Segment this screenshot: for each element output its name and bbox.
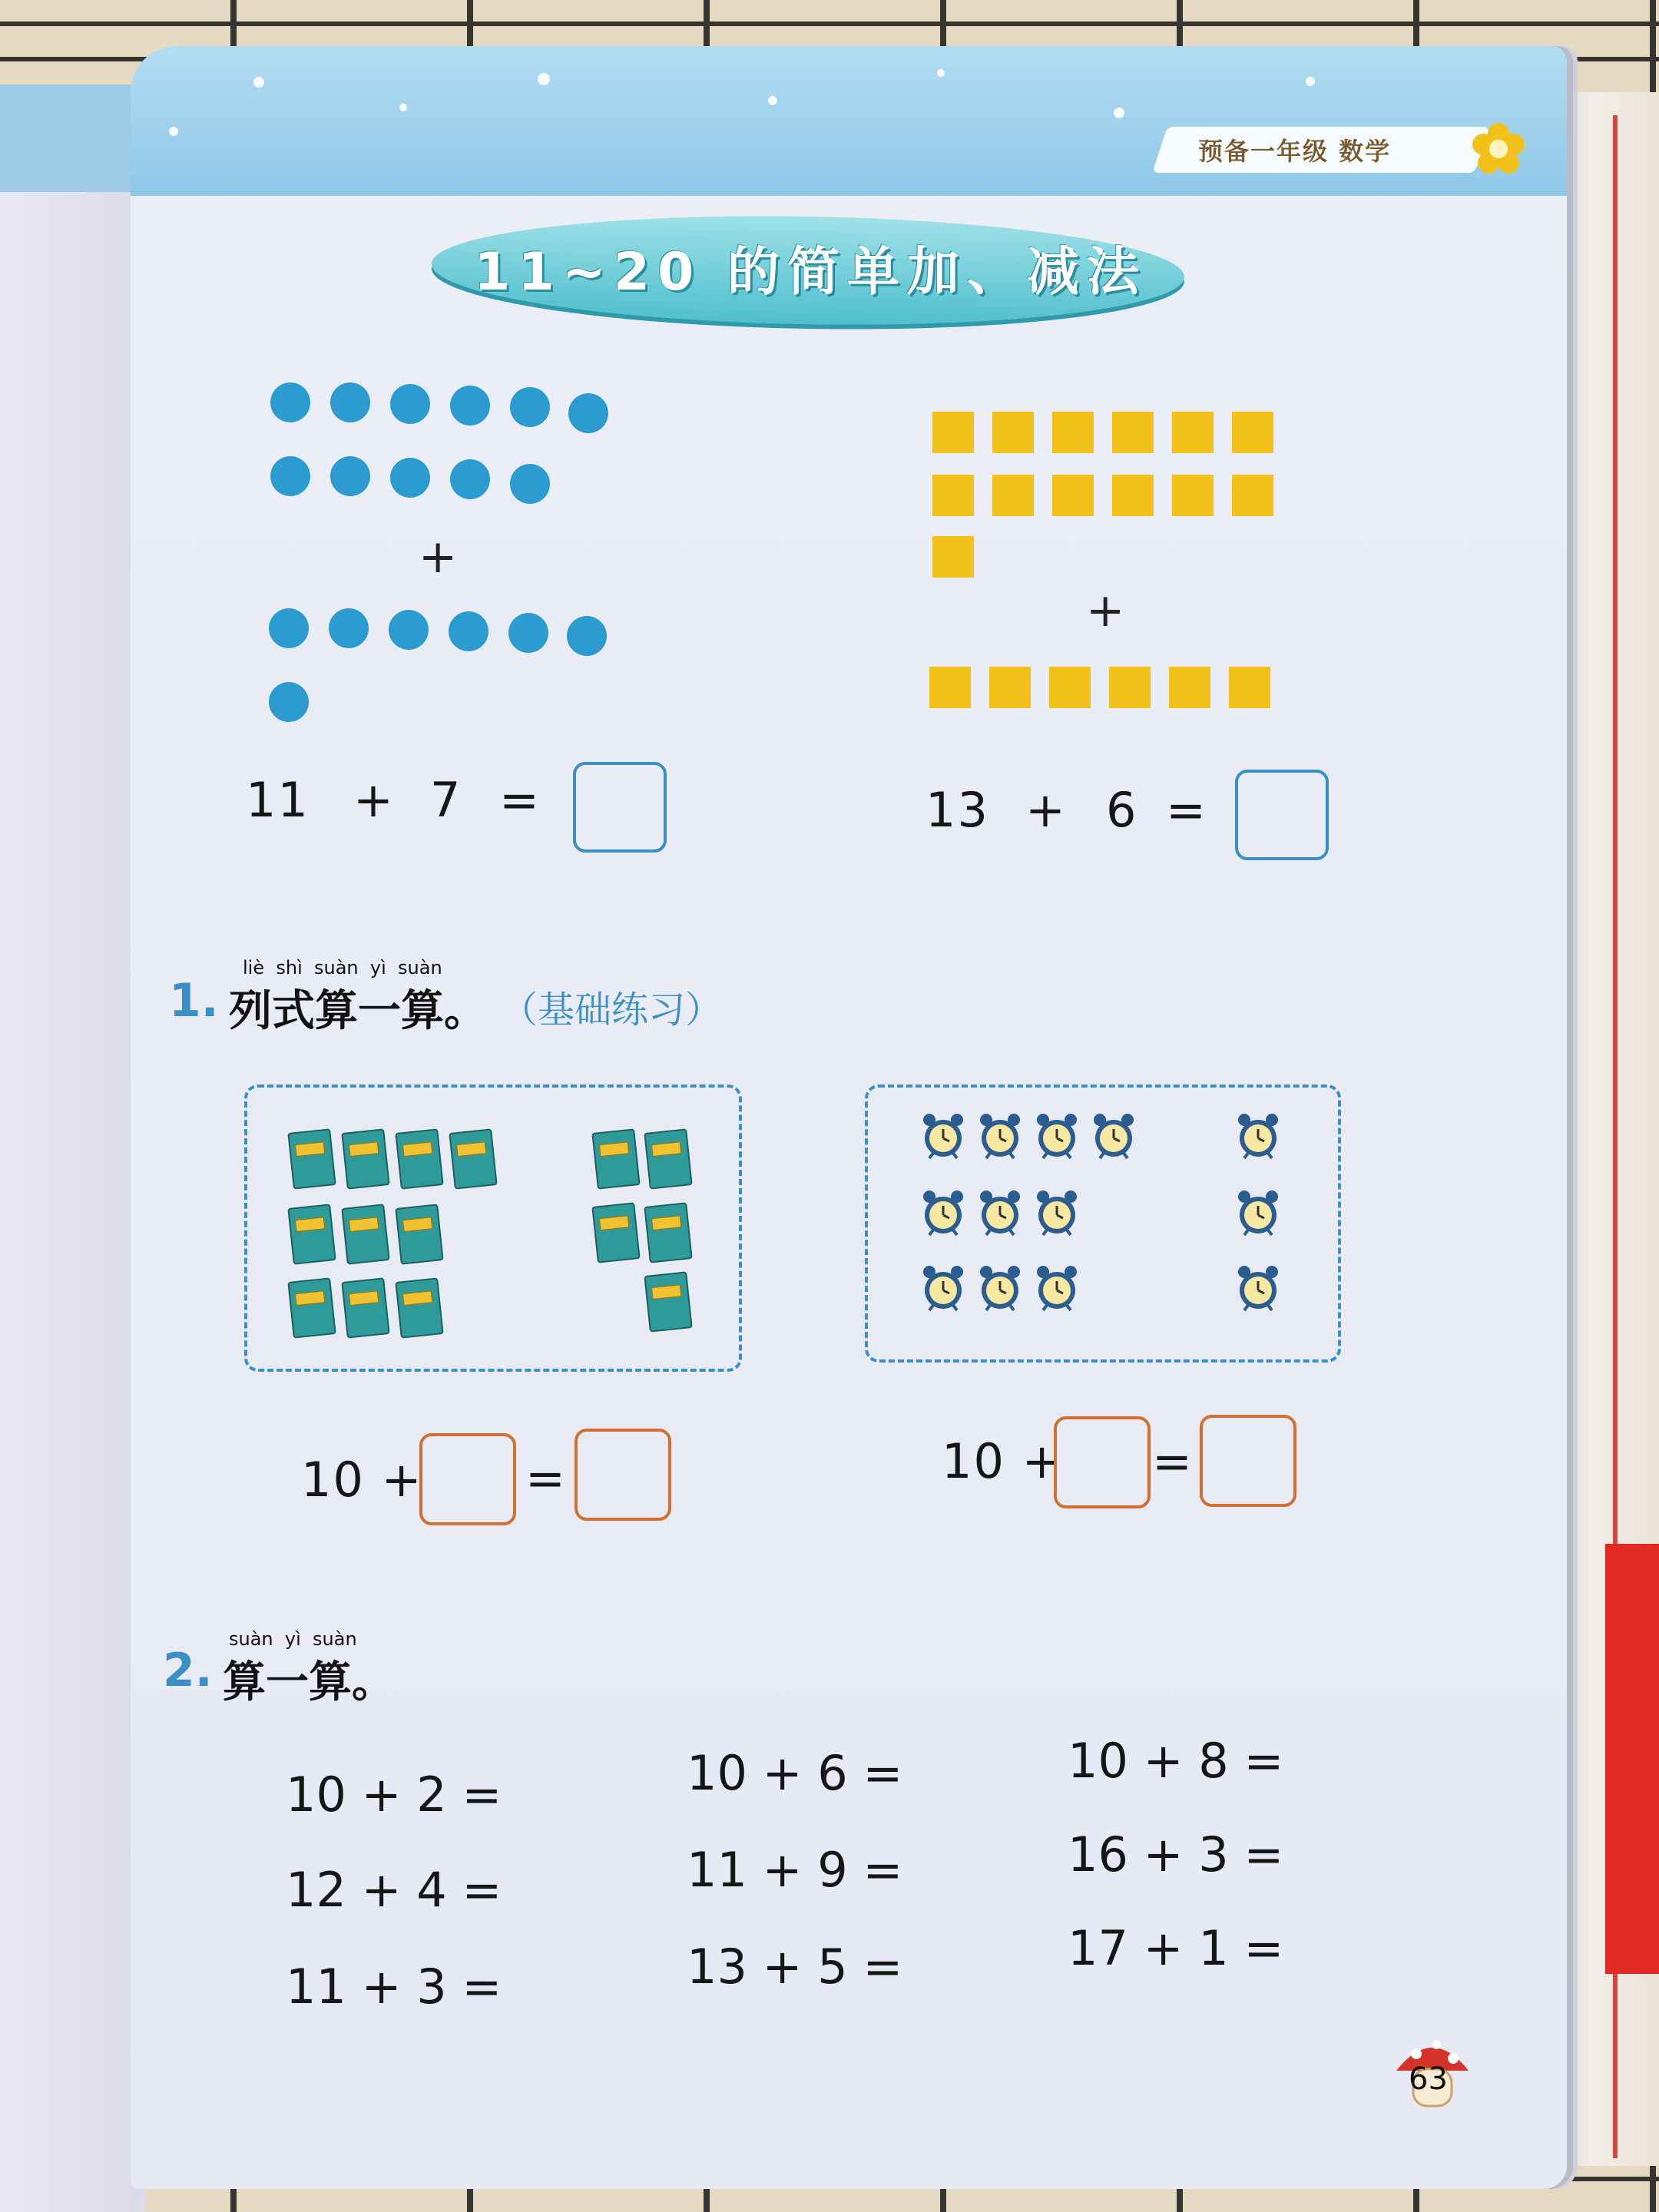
q1-left-eq: = [525,1450,567,1506]
book-icon [591,1128,640,1189]
yellow-square [932,475,974,516]
snow-dot [169,127,178,136]
blue-dot [270,456,310,496]
alarm-clock-icon [1035,1112,1078,1161]
yellow-square [1112,412,1154,453]
yellow-square [932,536,974,578]
plus-sign-right: + [1086,584,1125,637]
snow-dot [399,104,407,111]
yellow-square [1169,667,1210,708]
intro-right-a: 13 [926,782,989,838]
page-title: 11~20 的简单加、减法 [474,242,1147,303]
book-red-edge [1605,1544,1659,1974]
left-page-edge [0,84,146,2212]
alarm-clock-icon [1035,1264,1078,1313]
intro-right-eq: = [1166,782,1207,838]
calc-item: 11 + 3 = [286,1959,502,2015]
calc-item: 10 + 8 = [1068,1733,1284,1789]
q1-subtitle: （基础练习） [501,988,723,1031]
answer-box[interactable] [1200,1415,1296,1507]
yellow-square [1232,412,1273,453]
blue-dot [390,384,430,424]
book-icon [395,1277,443,1338]
snow-dot [253,77,264,88]
intro-left-a: 11 [246,772,310,828]
yellow-square [1172,475,1214,516]
header-scallop [131,177,1567,207]
blue-dot [330,456,370,496]
blue-dot [567,616,607,656]
calc-item: 11 + 9 = [687,1842,903,1898]
q1-left-prefix: 10 + [301,1452,423,1508]
blue-dot [330,382,370,422]
calc-item: 16 + 3 = [1068,1826,1284,1883]
alarm-clock-icon [922,1112,965,1161]
blue-dot [390,458,430,498]
books-group [284,1123,714,1338]
alarm-clock-icon [979,1264,1022,1313]
blue-dot [329,608,369,648]
answer-box[interactable] [575,1429,671,1521]
snow-dot [937,69,945,77]
alarm-clock-icon [922,1189,965,1238]
yellow-square [1232,475,1273,516]
book-icon [287,1128,336,1189]
book-icon [591,1202,640,1263]
book-icon [644,1271,692,1332]
blue-dot [450,459,490,499]
calc-item: 10 + 6 = [687,1745,903,1801]
alarm-clock-icon [1035,1189,1078,1238]
q2-text: 算一算。 [223,1657,395,1707]
yellow-square [989,667,1031,708]
answer-box[interactable] [1054,1416,1151,1508]
yellow-square [1049,667,1091,708]
alarm-clock-icon [1092,1112,1135,1161]
yellow-square [929,667,971,708]
blue-dot [449,611,488,651]
blue-dot [270,382,310,422]
book-icon [644,1202,692,1263]
book-icon [644,1128,692,1189]
snow-dot [768,96,777,105]
yellow-square [1052,412,1094,453]
calc-item: 17 + 1 = [1068,1920,1284,1976]
yellow-square [992,475,1034,516]
calc-item: 12 + 4 = [286,1862,502,1918]
dot-group-bottom [269,608,614,731]
book-icon [287,1277,336,1338]
q1-text: 列式算一算。 [229,986,487,1036]
yellow-square [992,412,1034,453]
yellow-square [1172,412,1214,453]
intro-right-b: 6 [1106,782,1138,838]
blue-dot [269,682,309,722]
snow-dot [538,73,550,85]
book-icon [341,1204,389,1264]
snow-dot [1306,77,1315,86]
page-number: 63 [1409,2061,1448,2097]
left-page-header-band [0,84,146,192]
yellow-square [1052,475,1094,516]
dot-group-top [270,382,616,505]
alarm-clock-icon [1237,1112,1280,1161]
book-icon [341,1277,389,1338]
plus-sign-left: + [419,530,458,584]
book-icon [395,1204,443,1264]
alarm-clock-icon [1237,1264,1280,1313]
book-icon [449,1128,497,1189]
blue-dot [269,608,309,648]
book-icon [395,1128,443,1189]
q1-number: 1. [169,974,219,1028]
blue-dot [508,613,548,653]
intro-left-eq: = [499,772,541,828]
clocks-group [914,1106,1298,1336]
answer-box[interactable] [573,762,667,853]
intro-left-op: + [353,772,395,828]
q2-pinyin: suàn yì suàn [229,1628,357,1650]
blue-dot [450,386,490,426]
q2-number: 2. [163,1644,213,1697]
q1-right-prefix: 10 + [942,1433,1064,1489]
book-icon [287,1204,336,1264]
alarm-clock-icon [922,1264,965,1313]
blue-dot [568,393,608,433]
book-icon [341,1128,389,1189]
answer-box[interactable] [419,1433,516,1525]
q1-right-eq: = [1152,1433,1194,1489]
alarm-clock-icon [979,1112,1022,1161]
blue-dot [389,610,429,650]
blue-dot [510,464,550,504]
calc-item: 10 + 2 = [286,1767,502,1823]
yellow-square [1229,667,1270,708]
yellow-square [1112,475,1154,516]
snow-dot [1114,108,1124,118]
square-group-bottom [929,667,1283,713]
yellow-square [1109,667,1151,708]
alarm-clock-icon [1237,1189,1280,1238]
q1-pinyin: liè shì suàn yì suàn [243,957,442,979]
calc-item: 13 + 5 = [687,1939,903,1995]
yellow-square [932,412,974,453]
intro-left-b: 7 [430,772,462,828]
header-band [131,46,1567,196]
blue-dot [510,387,550,427]
alarm-clock-icon [979,1189,1022,1238]
answer-box[interactable] [1235,770,1329,860]
square-group-top [932,412,1286,581]
grade-label: 预备一年级 数学 [1198,137,1392,166]
flower-icon [1471,121,1526,177]
intro-right-op: + [1025,782,1067,838]
